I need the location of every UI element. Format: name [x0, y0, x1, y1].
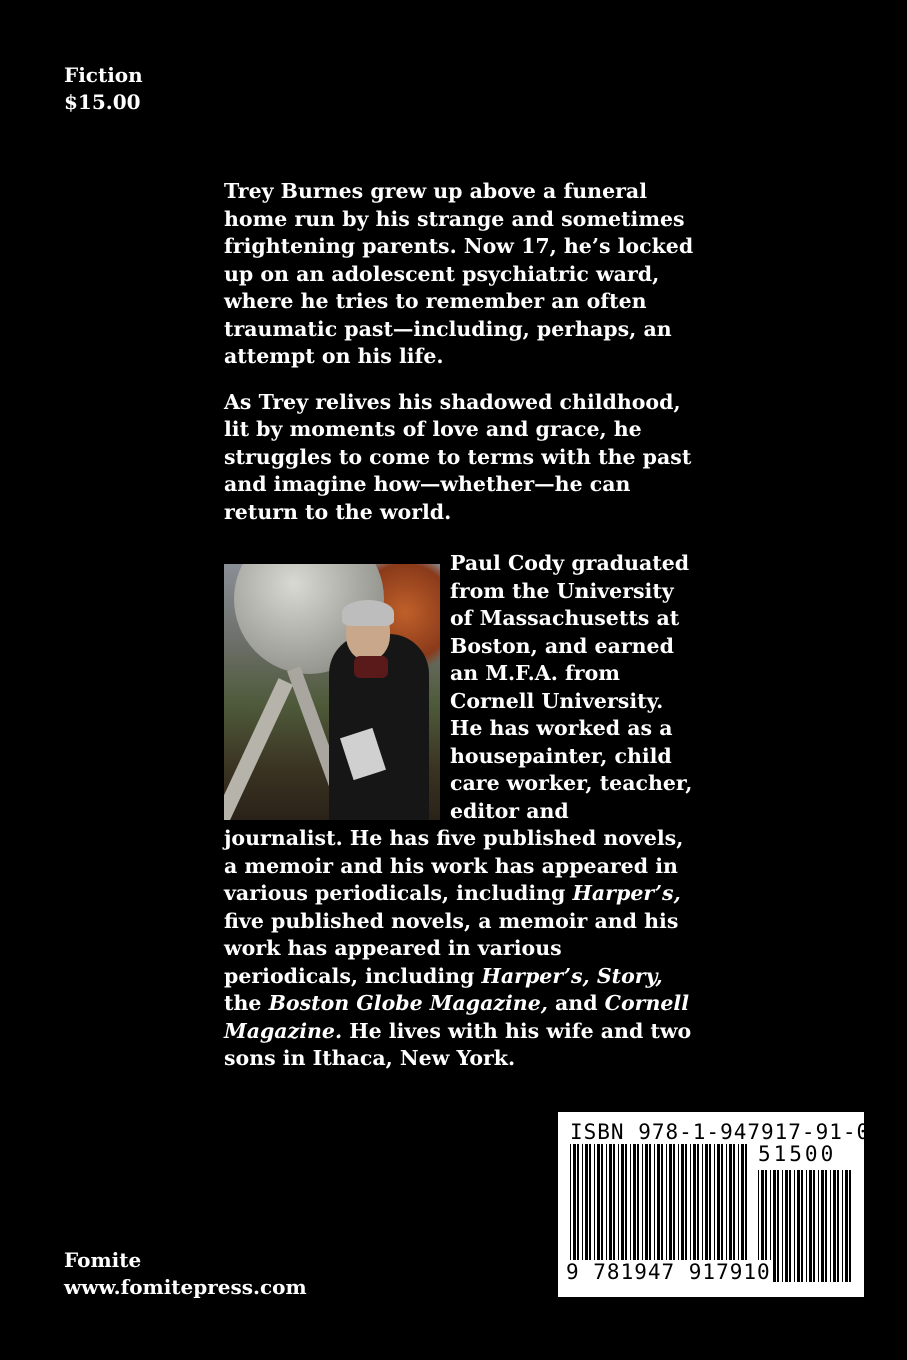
- publisher-website: www.fomitepress.com: [64, 1275, 307, 1299]
- genre-label: Fiction: [64, 63, 143, 87]
- isbn-number: ISBN 978-1-947917-91-0: [570, 1120, 871, 1144]
- author-bio-text: Paul Cody graduated from the University of Massachusetts at Boston, and earned an M.F.A. from Cornell University. He has worked as a housepainter, child care worker, teacher, editor and journalist. He has five published novels, a memoir and his work has appeared in various periodicals, including Harper’s, five published novels, a memoir and his work has appeared in various periodicals, including Harper’s, Story, the Boston Globe Magazine, and Cornell Magazine. He lives with his wife and two sons in Ithaca, New York.: [224, 551, 693, 1070]
- ean-digits: 9 781947 917910: [566, 1260, 771, 1284]
- price-label: $15.00: [64, 90, 141, 114]
- price-addon-code: 51500: [758, 1142, 837, 1166]
- genre-price-block: [64, 62, 143, 116]
- blurb-paragraph-2: As Trey relives his shadowed childhood, lit by moments of love and grace, he struggles to come to terms with the past and imagine how—whether—he can return to the world.: [224, 389, 692, 524]
- publisher-block: [64, 1247, 307, 1301]
- isbn-barcode: [558, 1112, 871, 1297]
- author-bio: [224, 550, 694, 1073]
- author-photo: [224, 564, 440, 820]
- blurb-paragraph-1: Trey Burnes grew up above a funeral home run by his strange and sometimes frightening parents. Now 17, he’s locked up on an adolescent psychiatric ward, where he tries to remember an often traumatic past—including, perhaps, an attempt on his life.: [224, 179, 694, 368]
- book-blurb: [224, 178, 694, 544]
- ean-barcode-bars: [570, 1144, 750, 1274]
- publisher-name: Fomite: [64, 1248, 142, 1272]
